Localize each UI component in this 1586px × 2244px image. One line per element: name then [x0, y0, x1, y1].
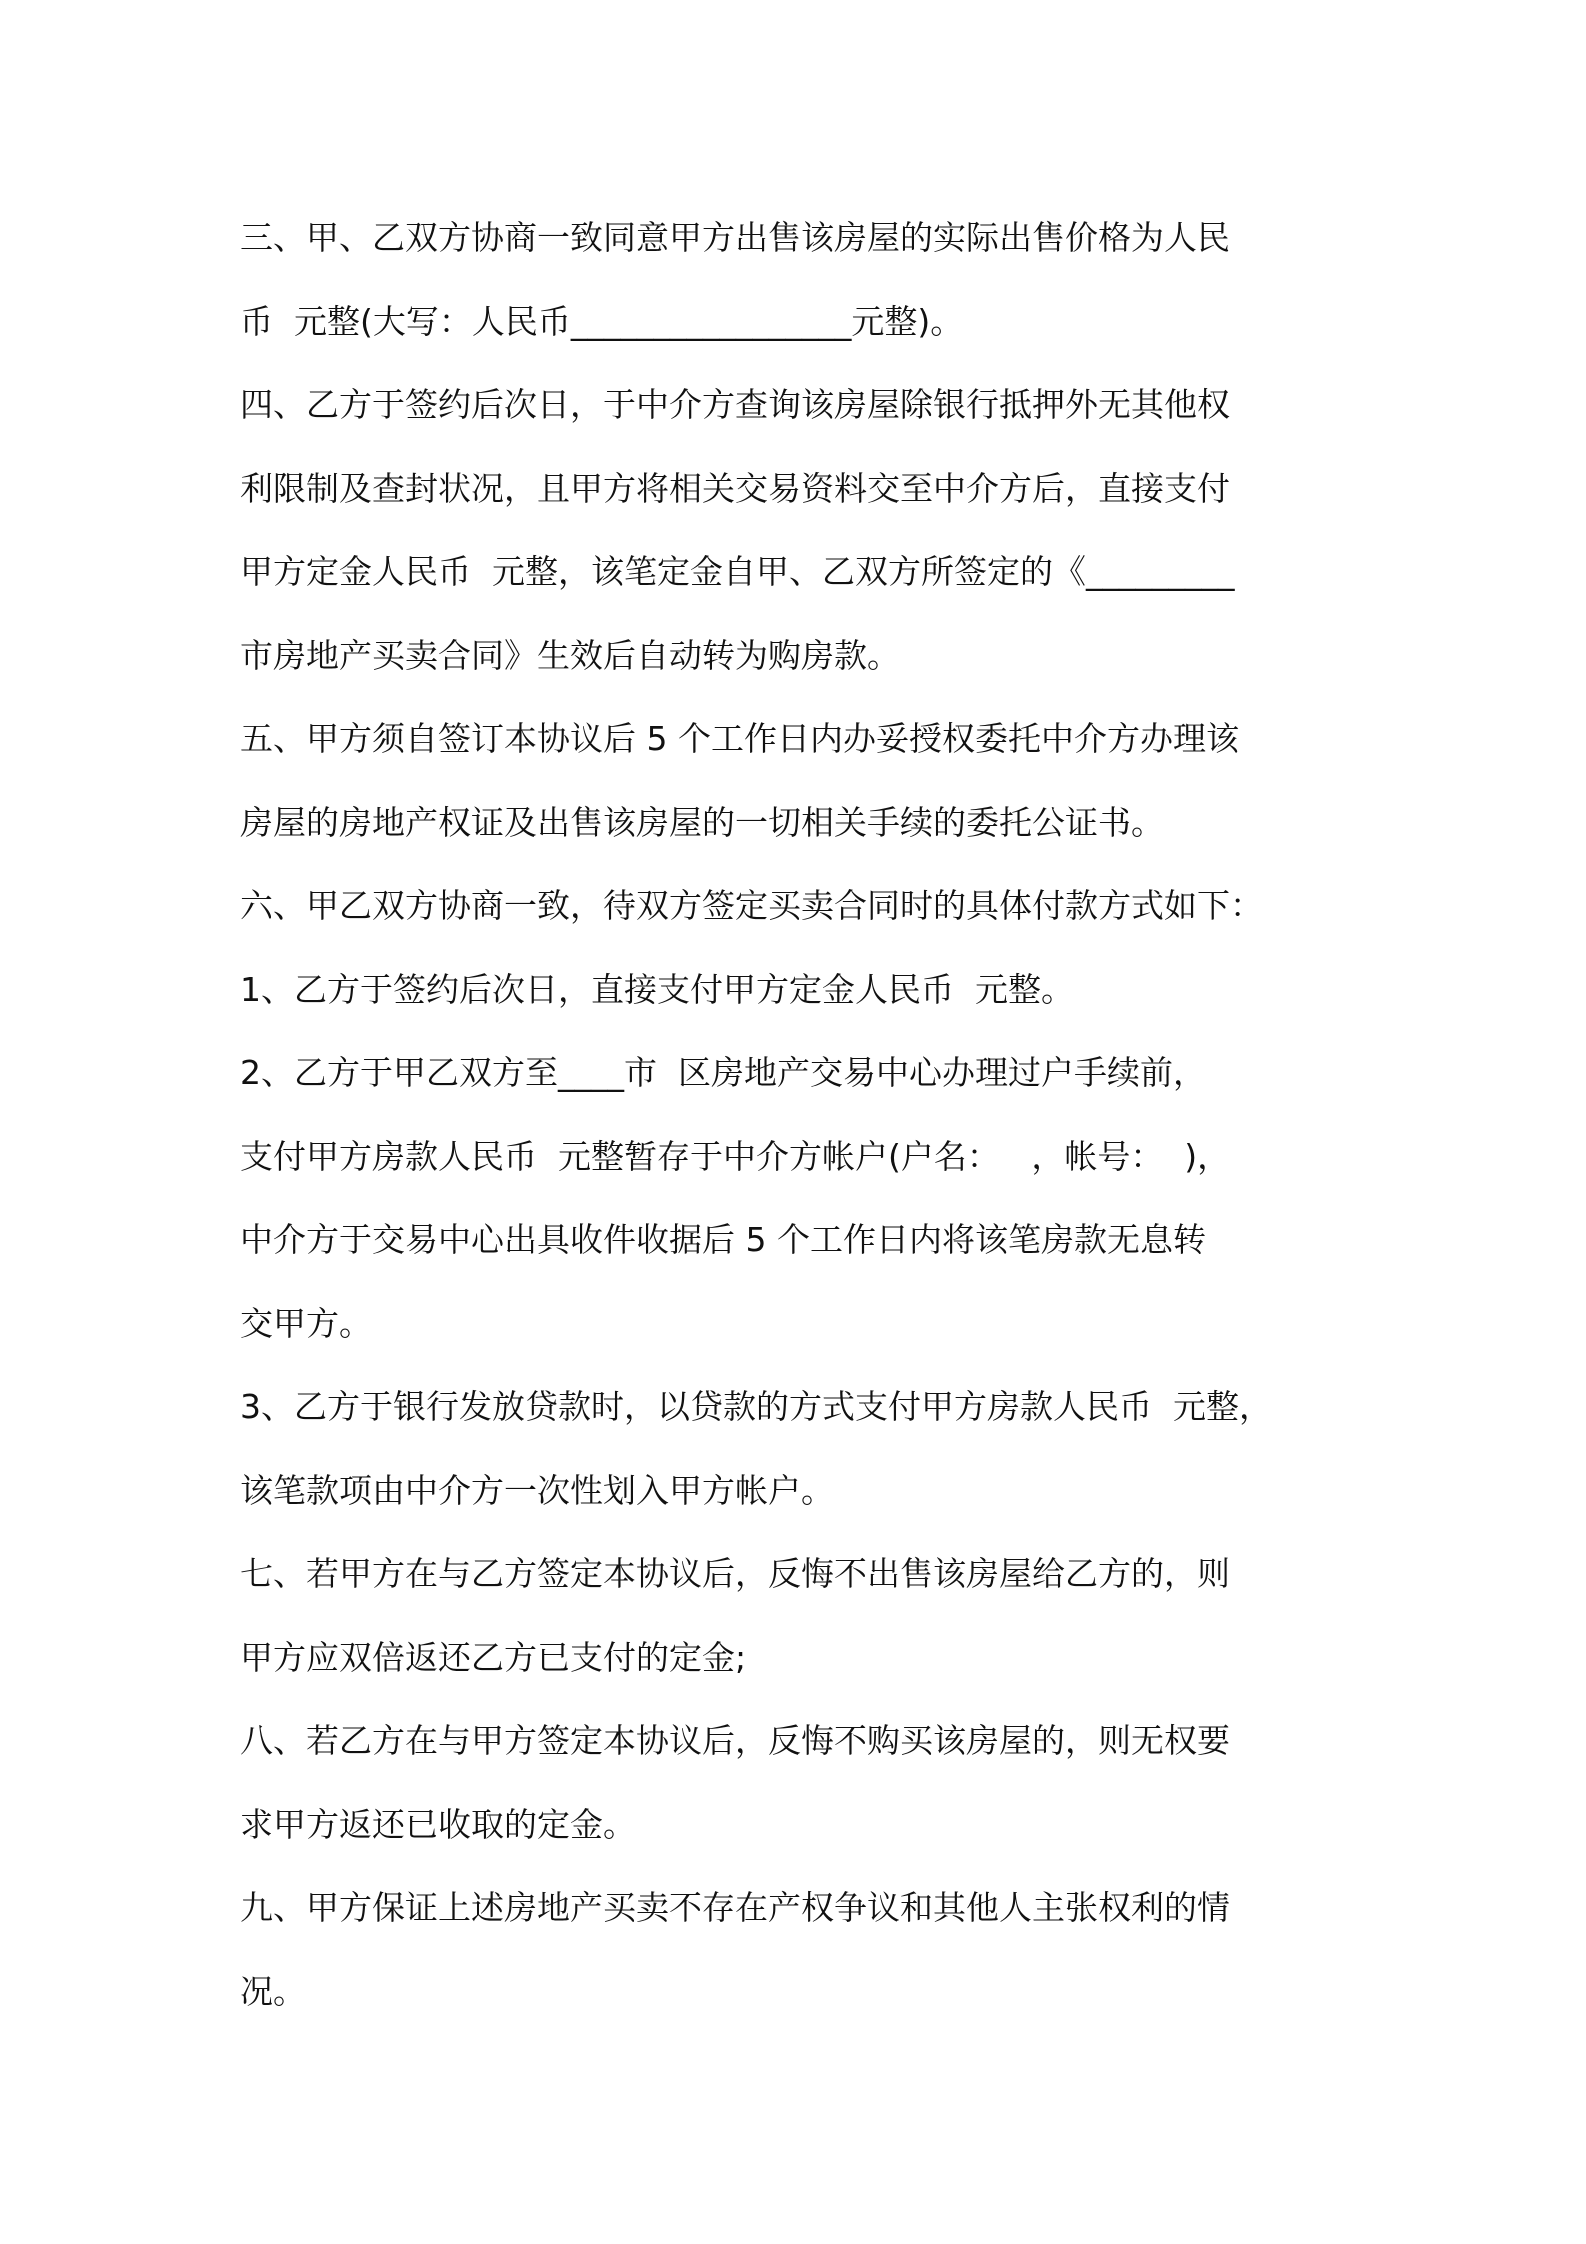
text-line: 支付甲方房款人民币 元整暂存于中介方帐户(户名： ，帐号： )， [240, 1136, 1231, 1176]
text-line: 况。 [240, 1971, 306, 2011]
text-line: 七、若甲方在与乙方签定本协议后，反悔不出售该房屋给乙方的，则 [240, 1554, 1230, 1593]
text-line: 3、乙方于银行发放贷款时，以贷款的方式支付甲方房款人民币 元整， [240, 1387, 1272, 1426]
text-line: 九、甲方保证上述房地产买卖不存在产权争议和其他人主张权利的情 [240, 1888, 1230, 1927]
text-line: 中介方于交易中心出具收件收据后 5 个工作日内将该笔房款无息转 [240, 1220, 1206, 1259]
text-line: 币 元整(大写：人民币_________________元整)。 [240, 301, 964, 341]
text-line: 1、乙方于签约后次日，直接支付甲方定金人民币 元整。 [240, 969, 1074, 1009]
text-line: 该笔款项由中介方一次性划入甲方帐户。 [240, 1470, 834, 1510]
text-line: 六、甲乙双方协商一致，待双方签定买卖合同时的具体付款方式如下： [240, 886, 1263, 925]
text-line: 甲方定金人民币 元整，该笔定金自甲、乙双方所签定的《_________ [240, 552, 1235, 591]
text-line: 四、乙方于签约后次日，于中介方查询该房屋除银行抵押外无其他权 [240, 385, 1230, 424]
text-line: 2、乙方于甲乙双方至____市 区房地产交易中心办理过户手续前， [240, 1053, 1206, 1092]
document-body [240, 196, 1370, 2033]
text-line: 三、甲、乙双方协商一致同意甲方出售该房屋的实际出售价格为人民 [240, 218, 1230, 257]
text-line: 八、若乙方在与甲方签定本协议后，反悔不购买该房屋的，则无权要 [240, 1721, 1230, 1760]
text-line: 求甲方返还已收取的定金。 [240, 1804, 636, 1844]
text-line: 五、甲方须自签订本协议后 5 个工作日内办妥授权委托中介方办理该 [240, 719, 1239, 758]
text-line: 市房地产买卖合同》生效后自动转为购房款。 [240, 635, 900, 675]
text-line: 甲方应双倍返还乙方已支付的定金; [240, 1637, 747, 1677]
text-line: 利限制及查封状况，且甲方将相关交易资料交至中介方后，直接支付 [240, 468, 1230, 508]
text-line: 房屋的房地产权证及出售该房屋的一切相关手续的委托公证书。 [240, 802, 1164, 842]
text-line: 交甲方。 [240, 1303, 372, 1343]
